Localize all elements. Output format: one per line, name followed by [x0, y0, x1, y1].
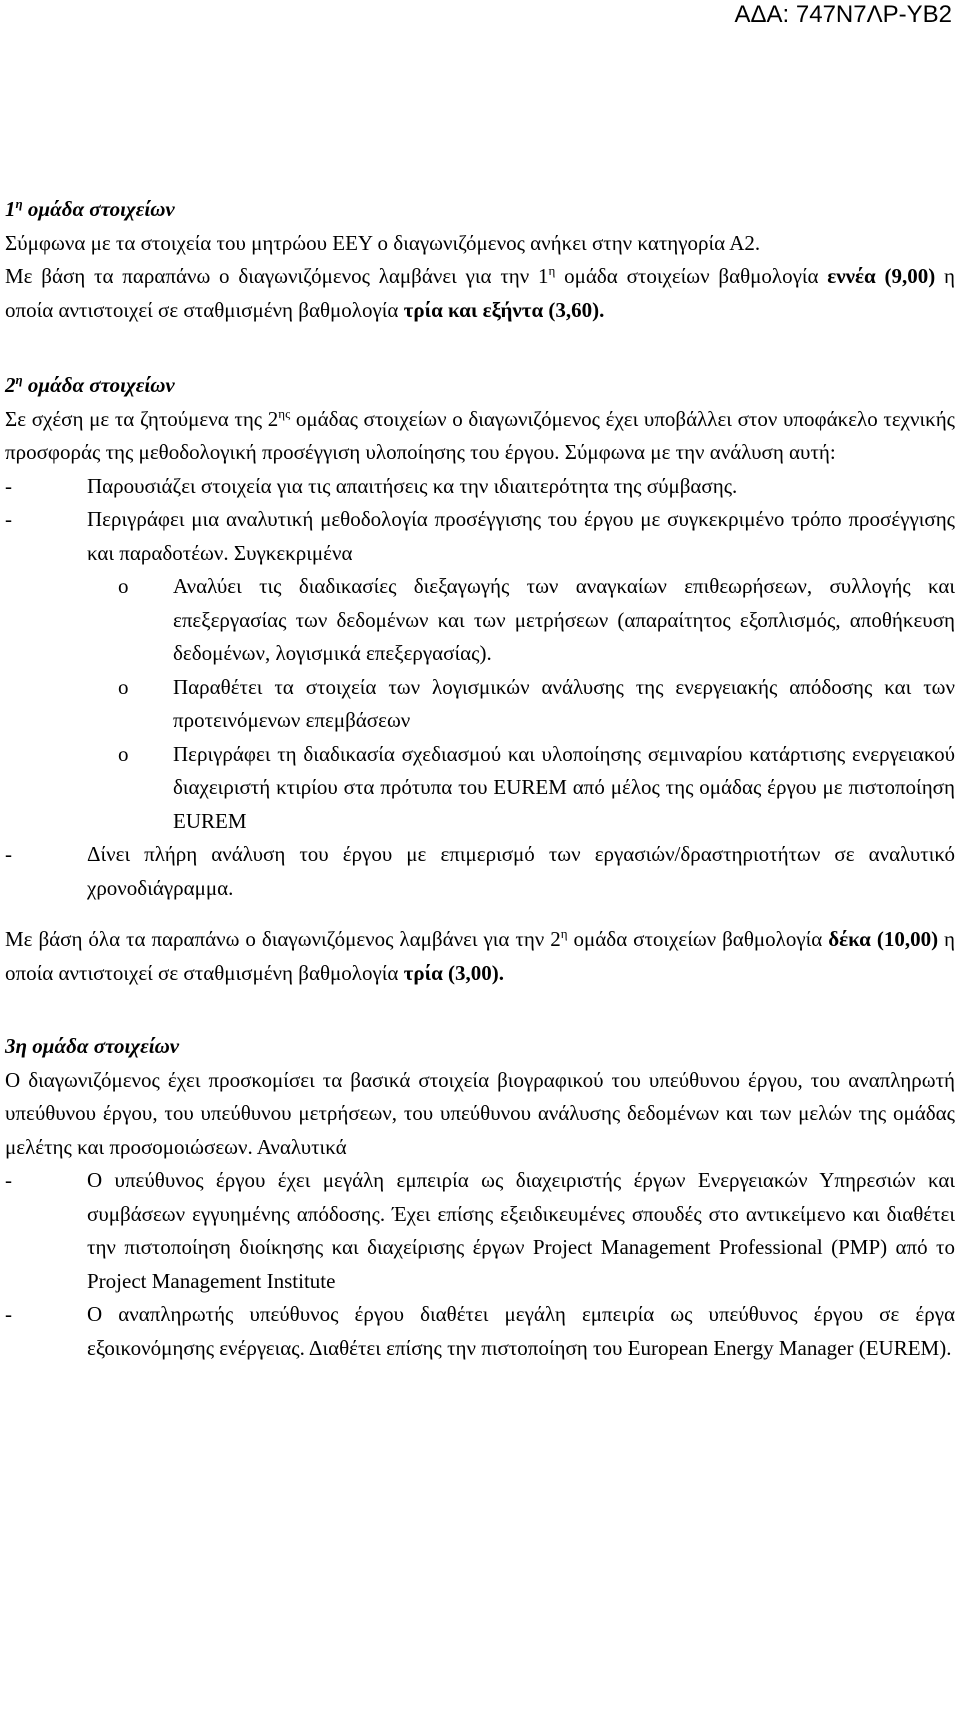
group2-intro-paragraph: Σε σχέση με τα ζητούμενα της $2^{\eta\varsigma}$ ομάδας στοιχείων ο διαγωνιζόμενος έχει υποβάλλει στον υποφάκελο τεχνικής προσφοράς της μεθοδολογική προσέγγιση υλοποίησης του έργου. Σύμφωνα με την ανάλυση αυτή: — [5, 405, 955, 464]
circle-bullet: o — [118, 574, 129, 598]
list-item — [5, 470, 955, 504]
sub-list-item — [5, 671, 955, 738]
group2-score-paragraph: Με βάση όλα τα παραπάνω ο διαγωνιζόμενος λαμβάνει για την $2^\eta$ ομάδα στοιχείων βαθμολογία δέκα (10,00) η οποία αντιστοιχεί σε σταθμισμένη βαθμολογία τρία (3,00). — [5, 926, 956, 985]
list-item-text: Δίνει πλήρη ανάλυση του έργου με επιμερισμό των εργασιών/δραστηριοτήτων σε αναλυτικό χρονοδιάγραμμα. — [87, 842, 955, 900]
group2-heading: $2^\eta$ ομάδα στοιχείων — [5, 372, 175, 397]
group3-heading: 3η ομάδα στοιχείων — [5, 1034, 180, 1058]
document-body — [5, 193, 955, 1365]
group1-category-paragraph: Σύμφωνα με τα στοιχεία του μητρώου ΕΕΥ ο διαγωνιζόμενος ανήκει στην κατηγορία Α2. — [5, 230, 761, 255]
sub-list-item-text: Περιγράφει τη διαδικασία σχεδιασμού και υλοποίησης σεμιναρίου κατάρτισης ενεργειακού διαχειριστή κτιρίου στα πρότυπα του EUREM από μέλος της ομάδας έργου με πιστοποίηση EUREM — [173, 741, 955, 833]
dash-bullet: - — [5, 473, 12, 498]
circle-bullet: o — [118, 674, 129, 699]
dash-bullet: - — [5, 1168, 12, 1192]
dash-bullet: - — [5, 1302, 12, 1326]
ada-code: ΑΔΑ: 747Ν7ΛΡ-ΥΒ2 — [734, 1, 952, 28]
group1-heading: $1^\eta$ ομάδα στοιχείων — [5, 196, 175, 221]
sub-list-item — [5, 738, 955, 839]
list-item — [5, 1164, 955, 1298]
dash-bullet: - — [5, 842, 12, 866]
list-item-text: Ο υπεύθυνος έργου έχει μεγάλη εμπειρία ως διαχειριστής έργων Ενεργειακών Υπηρεσιών και συμβάσεων εγγυημένης απόδοσης. Έχει επίσης εξειδικευμένες σπουδές στο αντικείμενο και διαθέτει την πιστοποίηση διοίκησης και διαχείρισης έργων Project Management Professional (PMP) από το Project Management Institute — [87, 1168, 955, 1293]
sub-list-item-text: Παραθέτει τα στοιχεία των λογισμικών ανάλυσης της ενεργειακής απόδοσης και των προτεινόμενων επεμβάσεων — [173, 674, 955, 732]
group3-intro-paragraph: Ο διαγωνιζόμενος έχει προσκομίσει τα βασικά στοιχεία βιογραφικού του υπεύθυνου έργου, του αναπληρωτή υπεύθυνου έργου, του υπεύθυνου μετρήσεων, του υπεύθυνου ανάλυσης δεδομένων και των μελών της ομάδας μελέτης και προσομοιώσεων. Αναλυτικά — [5, 1067, 955, 1159]
list-item-text: Ο αναπληρωτής υπεύθυνος έργου διαθέτει μεγάλη εμπειρία ως υπεύθυνος έργου σε έργα εξοικονόμησης ενέργειας. Διαθέτει επίσης την πιστοποίηση του European Energy Manager (EUREM). — [87, 1302, 955, 1360]
list-item — [5, 1298, 955, 1365]
list-item — [5, 503, 955, 570]
group1-score-paragraph: Με βάση τα παραπάνω ο διαγωνιζόμενος λαμβάνει για την $1^\eta$ ομάδα στοιχείων βαθμολογία εννέα (9,00) η οποία αντιστοιχεί σε σταθμισμένη βαθμολογία τρία και εξήντα (3,60). — [5, 263, 956, 322]
circle-bullet: o — [118, 741, 129, 766]
sub-list-item — [5, 570, 955, 671]
list-item-text: Παρουσιάζει στοιχεία για τις απαιτήσεις κα την ιδιαιτερότητα της σύμβασης. — [87, 473, 738, 498]
sub-list-item-text: Αναλύει τις διαδικασίες διεξαγωγής των αναγκαίων επιθεωρήσεων, συλλογής και επεξεργασίας των δεδομένων και των μετρήσεων (απαραίτητος εξοπλισμός, αποθήκευση δεδομένων, λογισμικά επεξεργασίας). — [173, 574, 955, 665]
dash-bullet: - — [5, 507, 12, 531]
list-item-text: Περιγράφει μια αναλυτική μεθοδολογία προσέγγισης του έργου με συγκεκριμένο τρόπο προσέγγισης και παραδοτέων. Συγκεκριμένα — [87, 507, 955, 565]
list-item — [5, 838, 955, 905]
